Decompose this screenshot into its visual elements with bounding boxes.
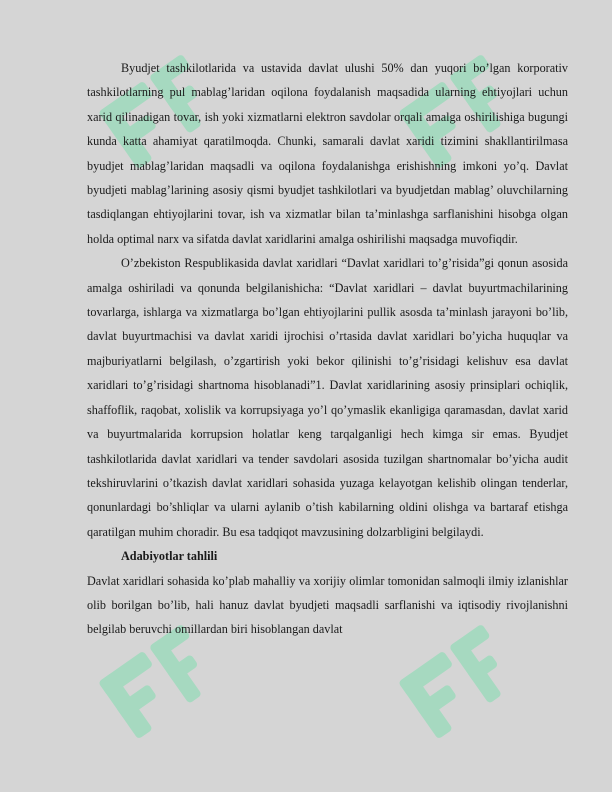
paragraph-literature-review: Davlat xaridlari sohasida ko’plab mahalliy va xorijiy olimlar tomonidan salmoqli ilmiy izlanishlar olib borilgan bo’lib, hali hanuz davlat byudjeti maqsadli sarflanishi va iqtisodiy rivojlanishni belgilab beruvchi omillardan biri hisoblangan davlat (87, 573, 568, 637)
paragraph-legal-definition: O’zbekiston Respublikasida davlat xaridlari “Davlat xaridlari to’g’risida”gi qonun asosida amalga oshiriladi va qonunda belgilanishicha: “Davlat xaridlari – davlat buyurtmachilarining tovarlarga, ishlarga va xizmatlarga bo’lgan ehtiyojlarini pullik asosda ta’minlash jarayoni bo’lib, davlat buyurtmachisi va davlat xaridi ijrochisi o’rtasida davlat xaridlari bo’yicha huquqlar va majburiyatlarni belgilash, o’zgartirish yoki bekor qilinishi to’g’risidagi kelishuv esa davlat xaridlari to’g’risidagi shartnoma hisoblanadi”1. Davlat xaridlarining asosiy prinsiplari ochiqlik, shaffoflik, raqobat, xolislik va korrupsiyaga yo’l qo’ymaslik ekanligiga qaramasdan, davlat xarid va buyurtmalarida korrupsion holatlar keng tarqalganligi hech kimga sir emas. Byudjet tashkilotlarida davlat xaridlari va tender savdolari asosida tuzilgan shartnomalar bo’yicha audit tekshiruvlarini o’tkazish davlat xaridlari sohasida yuzaga kelayotgan kelishib olingan tenderlar, qonunlardagi bo’shliqlar va ularni aylanib o’tish kabilarning oldini olishga va bartaraf etishga qaratilgan muhim choradir. Bu esa tadqiqot mavzusining dolzarbligini belgilaydi. (87, 256, 568, 539)
paragraph-intro: Byudjet tashkilotlarida va ustavida davlat ulushi 50% dan yuqori bo’lgan korporativ tashkilotlarning pul mablag’laridan oqilona foydalanish maqsadida ularning ehtiyojlari uchun xarid qilinadigan tovar, ish yoki xizmatlarni elektron savdolar orqali amalga oshirilishiga bugungi kunda katta ahamiyat qaratilmoqda. Chunki, samarali davlat xaridi tizimini shakllantirilmasa byudjet mablag’laridan maqsadli va oqilona foydalanishga erishishning imkoni yo’q. Davlat byudjeti mablag’larining asosiy qismi byudjet tashkilotlari va byudjetdan mablag’ oluvchilarning tasdiqlangan ehtiyojlarini tovar, ish va xizmatlar bilan ta’minlashga sarflanishini hisobga olgan holda optimal narx va sifatda davlat xaridlarini amalga oshirilishi maqsadga muvofiqdir. (87, 61, 568, 246)
document-body (87, 56, 568, 642)
section-heading: Adabiyotlar tahlili (121, 549, 218, 564)
